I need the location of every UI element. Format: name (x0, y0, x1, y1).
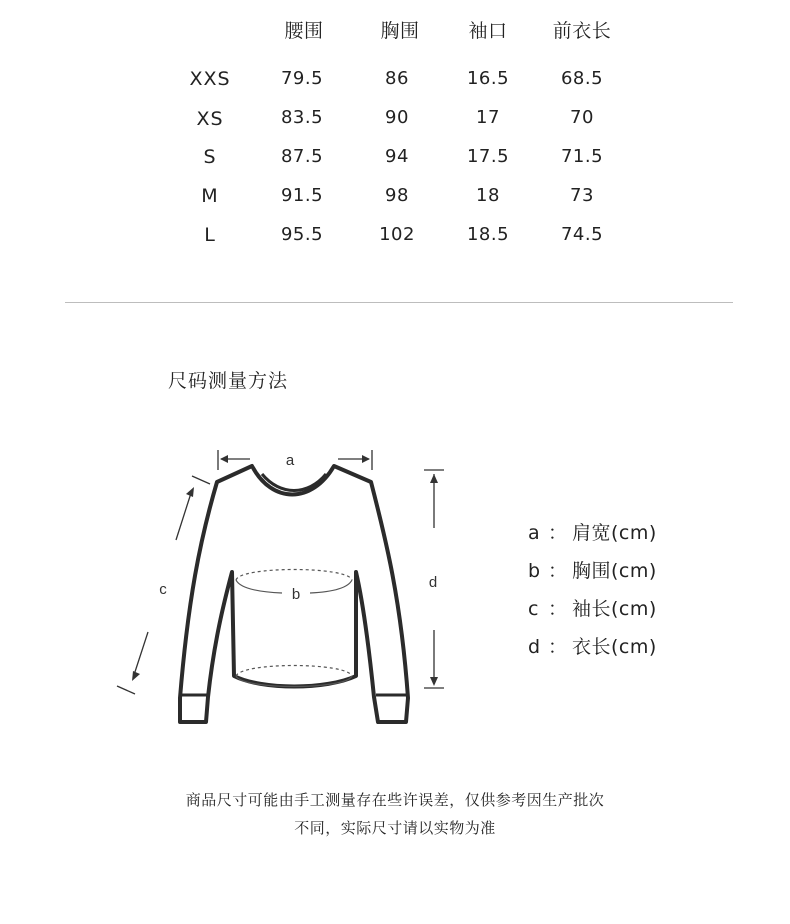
table-cell: 18 (476, 185, 500, 206)
table-cell: 68.5 (560, 68, 604, 89)
disclaimer-line-2: 不同，实际尺寸请以实物为准 (294, 819, 496, 837)
table-cell: 79.5 (280, 68, 324, 89)
legend-key: b (528, 560, 541, 582)
legend-item (528, 518, 657, 556)
table-cell: 17 (476, 107, 500, 128)
sleeve-tick-top (192, 476, 210, 484)
diagram-label-d: d (428, 574, 438, 591)
table-cell: 73 (570, 185, 594, 206)
table-cell: 87.5 (280, 146, 324, 167)
shoulder-arrowhead-left (220, 455, 228, 463)
sleeve-arrowhead-bottom (132, 671, 140, 681)
table-cell: 94 (385, 146, 409, 167)
table-cell: 83.5 (280, 107, 324, 128)
legend-item (528, 632, 657, 670)
diagram-label-c: c (159, 581, 167, 598)
size-label-xs: XS (196, 108, 224, 130)
legend-text: 胸围(cm) (572, 560, 657, 582)
column-header-waist: 腰围 (284, 20, 324, 42)
table-cell: 70 (570, 107, 594, 128)
table-cell: 102 (379, 224, 415, 245)
length-arrowhead-top (430, 474, 438, 483)
legend-text: 袖长(cm) (572, 598, 657, 620)
table-cell: 74.5 (560, 224, 604, 245)
table-cell: 90 (385, 107, 409, 128)
legend-text: 衣长(cm) (572, 636, 657, 658)
measurement-legend (528, 518, 657, 670)
size-label-xxs: XXS (189, 68, 231, 90)
column-header-cuff: 袖口 (468, 20, 508, 42)
legend-colon: ： (548, 636, 568, 658)
section-title: 尺码测量方法 (168, 370, 289, 392)
legend-colon: ： (548, 598, 568, 620)
size-label-s: S (203, 146, 217, 168)
size-label-m: M (201, 185, 219, 207)
diagram-label-a: a (285, 452, 295, 469)
shoulder-arrowhead-right (362, 455, 370, 463)
legend-key: a (528, 522, 541, 544)
column-header-chest: 胸围 (380, 20, 420, 42)
table-cell: 95.5 (280, 224, 324, 245)
diagram-label-b: b (291, 586, 301, 603)
legend-item (528, 594, 657, 632)
table-cell: 71.5 (560, 146, 604, 167)
sleeve-arrow-top (176, 490, 192, 540)
legend-colon: ： (548, 522, 568, 544)
table-cell: 98 (385, 185, 409, 206)
sleeve-arrowhead-top (186, 487, 194, 497)
chest-ellipse-front-right (310, 580, 352, 593)
chest-ellipse-front-left (236, 580, 282, 593)
legend-text: 肩宽(cm) (572, 522, 657, 544)
chest-ellipse-back (236, 570, 352, 581)
disclaimer-line-1: 商品尺寸可能由手工测量存在些许误差，仅供参考因生产批次 (185, 791, 605, 809)
sleeve-tick-bottom (117, 686, 135, 694)
size-label-l: L (204, 224, 216, 246)
length-arrowhead-bottom (430, 677, 438, 686)
table-cell: 86 (385, 68, 409, 89)
legend-colon: ： (548, 560, 568, 582)
table-cell: 91.5 (280, 185, 324, 206)
hem-ellipse-back (236, 666, 352, 677)
legend-key: c (528, 598, 539, 620)
table-cell: 16.5 (466, 68, 510, 89)
column-header-front-length: 前衣长 (552, 20, 612, 42)
table-cell: 18.5 (466, 224, 510, 245)
table-cell: 17.5 (466, 146, 510, 167)
legend-key: d (528, 636, 541, 658)
legend-item (528, 556, 657, 594)
sleeve-arrow-bottom (133, 632, 148, 678)
